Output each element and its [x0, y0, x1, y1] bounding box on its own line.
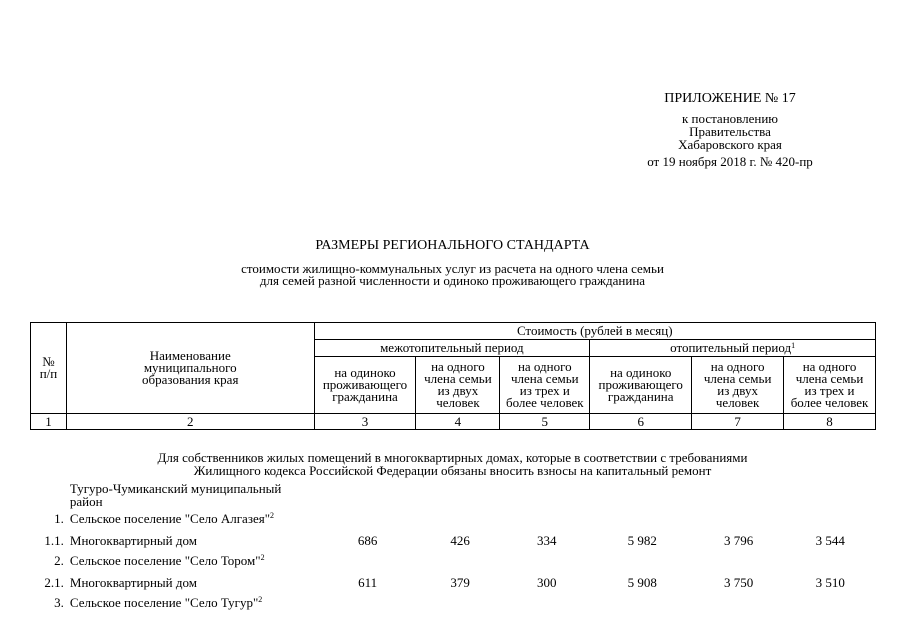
row-value: 686 — [357, 533, 378, 548]
row-value: 3 796 — [724, 533, 754, 548]
row-value — [418, 554, 502, 576]
row-value: 300 — [536, 575, 557, 590]
table-row — [30, 534, 876, 554]
appendix-date-line: от 19 ноября 2018 г. № 420-пр — [647, 154, 813, 169]
row-value — [784, 482, 876, 512]
column-index: 6 — [590, 414, 692, 430]
row-value: 3 510 — [815, 575, 845, 590]
table-row — [30, 554, 876, 576]
col-header-single-on: на одиноко проживающего гражданина — [590, 357, 692, 414]
row-value — [418, 482, 502, 512]
row-value — [418, 596, 502, 618]
row-name: Сельское поселение "Село Тором"$^2$ — [69, 553, 265, 568]
col-header-three-on: на одного члена семьи из трех и более человек — [784, 357, 876, 414]
row-value — [502, 512, 592, 534]
row-value — [317, 596, 418, 618]
col-header-period-off: межотопительный период — [314, 340, 590, 357]
row-value — [591, 482, 692, 512]
col-header-name: Наименование муниципального образования края — [66, 323, 314, 414]
column-index: 3 — [314, 414, 416, 430]
row-value — [502, 554, 592, 576]
column-index: 4 — [416, 414, 500, 430]
row-value: 5 982 — [627, 533, 657, 548]
row-number: 3. — [54, 595, 64, 610]
col-header-three-off: на одного члена семьи из трех и более человек — [500, 357, 590, 414]
row-number: 2.1. — [44, 575, 64, 590]
row-value — [317, 554, 418, 576]
table-row — [30, 576, 876, 596]
row-value — [693, 512, 785, 534]
table-row — [30, 482, 876, 512]
row-value — [502, 482, 592, 512]
row-value — [784, 554, 876, 576]
col-header-single-off: на одиноко проживающего гражданина — [314, 357, 416, 414]
row-value — [591, 554, 692, 576]
column-index: 2 — [66, 414, 314, 430]
col-header-cost: Стоимость (рублей в месяц) — [314, 323, 875, 340]
row-value — [418, 512, 502, 534]
row-value: 5 908 — [627, 575, 657, 590]
data-table — [30, 482, 876, 618]
col-header-period-on: отопительный период$^1$ — [590, 340, 876, 357]
col-header-number: № п/п — [31, 323, 67, 414]
document-title: РАЗМЕРЫ РЕГИОНАЛЬНОГО СТАНДАРТА — [315, 238, 590, 253]
column-index: 8 — [784, 414, 876, 430]
row-value — [591, 512, 692, 534]
row-number: 2. — [54, 553, 64, 568]
appendix-line-1: к постановлению — [681, 111, 779, 126]
row-value — [693, 554, 785, 576]
row-value — [784, 512, 876, 534]
row-value: 379 — [450, 575, 470, 590]
section-note-line-2: Жилищного кодекса Российской Федерации обязаны вносить взносы на капитальный ремонт — [193, 463, 712, 478]
col-header-two-on: на одного члена семьи из двух человек — [692, 357, 784, 414]
appendix-line-2: Правительства — [689, 124, 771, 139]
row-number: 1. — [54, 511, 64, 526]
row-value — [784, 596, 876, 618]
table-row — [30, 512, 876, 534]
row-value — [317, 482, 418, 512]
row-name: Многоквартирный дом — [69, 575, 197, 590]
appendix-line-3: Хабаровского края — [678, 137, 782, 152]
column-index: 1 — [31, 414, 67, 430]
row-value — [693, 596, 785, 618]
row-value: 334 — [536, 533, 557, 548]
col-header-two-off: на одного члена семьи из двух человек — [416, 357, 500, 414]
section-note-line-1: Для собственников жилых помещений в многоквартирных домах, которые в соответствии с требованиями — [157, 450, 748, 465]
row-name: Многоквартирный дом — [69, 533, 197, 548]
row-name: Сельское поселение "Село Алгазея"$^2$ — [69, 511, 275, 526]
header-table — [30, 322, 876, 430]
column-index: 7 — [692, 414, 784, 430]
row-name: Тугуро-Чумиканский муниципальный район — [69, 481, 282, 509]
row-name: Сельское поселение "Село Тугур"$^2$ — [69, 595, 263, 610]
row-value — [591, 596, 692, 618]
appendix-title: ПРИЛОЖЕНИЕ № 17 — [664, 91, 796, 106]
row-number — [30, 482, 68, 512]
document-subtitle-line-2: для семей разной численности и одиноко проживающего гражданина — [259, 273, 646, 288]
row-value — [502, 596, 592, 618]
table-row — [30, 596, 876, 618]
document-subtitle-line-1: стоимости жилищно-коммунальных услуг из расчета на одного члена семьи — [241, 261, 664, 276]
row-value — [693, 482, 785, 512]
row-value: 3 544 — [815, 533, 845, 548]
row-value: 426 — [450, 533, 470, 548]
row-number: 1.1. — [44, 533, 64, 548]
row-value: 3 750 — [724, 575, 754, 590]
column-index: 5 — [500, 414, 590, 430]
row-value: 611 — [358, 575, 378, 590]
row-value — [317, 512, 418, 534]
